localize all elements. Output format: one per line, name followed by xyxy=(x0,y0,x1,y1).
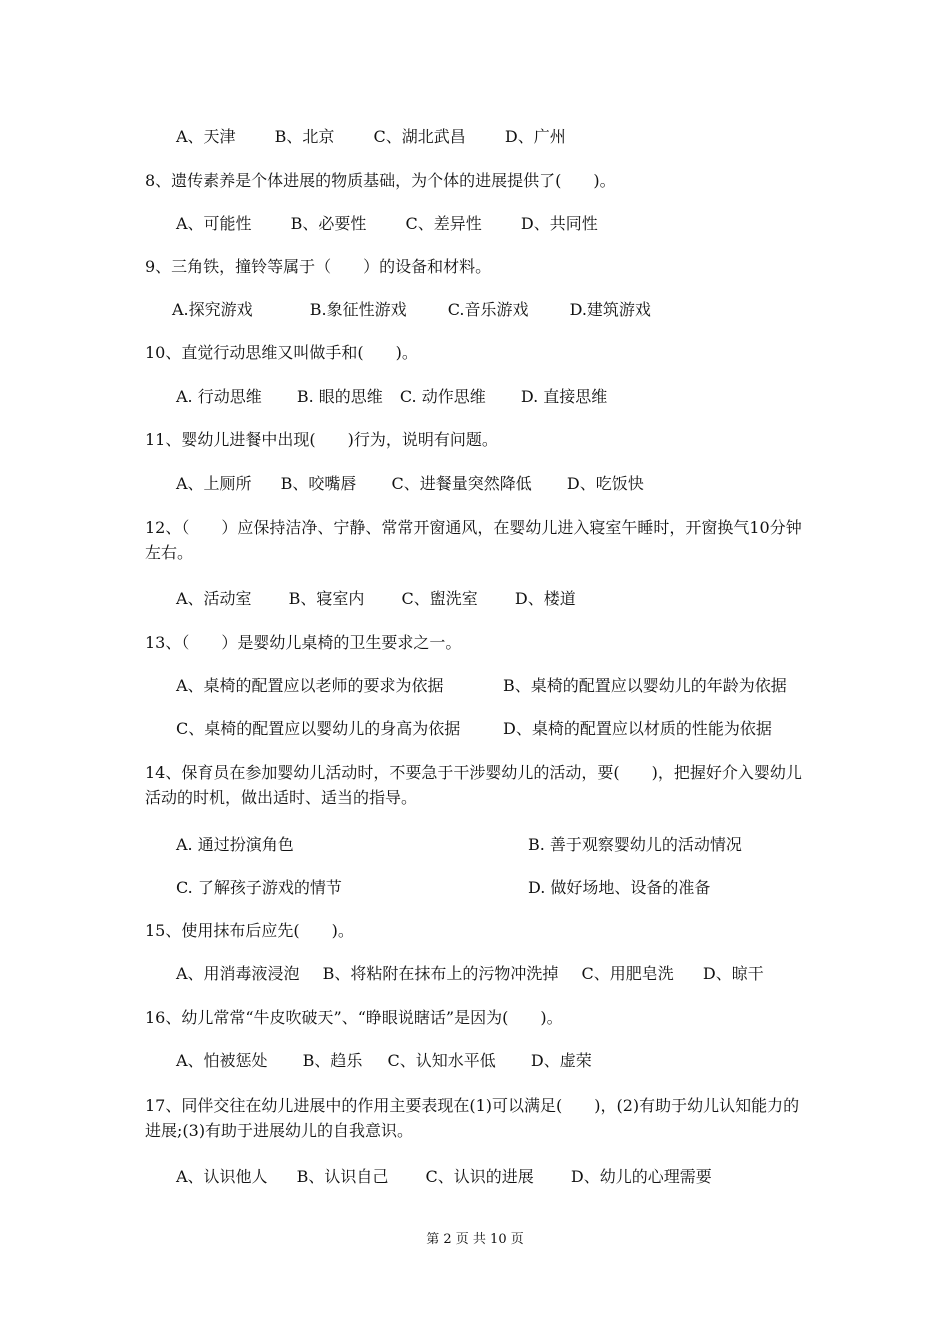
question-16: 16、幼儿常常“牛皮吹破天”、“睁眼说瞎话”是因为( )。 xyxy=(145,1008,563,1027)
q13-option-b: B、桌椅的配置应以婴幼儿的年龄为依据 xyxy=(503,676,787,695)
q14-option-b: B. 善于观察婴幼儿的活动情况 xyxy=(528,835,742,854)
option-a: A、用消毒液浸泡 xyxy=(176,964,300,983)
option-a: A. 行动思维 xyxy=(176,387,262,406)
q15-options xyxy=(176,964,764,984)
option-c: C、湖北武昌 xyxy=(373,127,466,146)
option-c: C.音乐游戏 xyxy=(447,300,529,319)
option-d: D. 直接思维 xyxy=(520,387,608,406)
option-d: D、幼儿的心理需要 xyxy=(570,1167,712,1186)
q12-options xyxy=(176,589,576,609)
option-c: C、用肥皂洗 xyxy=(581,964,674,983)
option-c: C、认知水平低 xyxy=(387,1051,496,1070)
option-a: A、天津 xyxy=(176,127,236,146)
option-b: B、咬嘴唇 xyxy=(280,474,357,493)
option-c: C. 动作思维 xyxy=(399,387,486,406)
q10-options xyxy=(176,387,607,407)
page-footer: 第 2 页 共 10 页 xyxy=(426,1232,524,1247)
option-a: A.探究游戏 xyxy=(172,300,253,319)
question-12: 12、（ ）应保持洁净、宁静、常常开窗通风，在婴幼儿进入寝室午睡时，开窗换气10分钟左右。 xyxy=(145,518,802,562)
option-b: B、趋乐 xyxy=(302,1051,363,1070)
option-d: D、广州 xyxy=(504,127,566,146)
question-9: 9、三角铁，撞铃等属于（ ）的设备和材料。 xyxy=(145,257,492,276)
option-d: D、晾干 xyxy=(702,964,764,983)
option-a: A、活动室 xyxy=(176,589,252,608)
q8-options xyxy=(176,214,598,234)
option-c: C、盥洗室 xyxy=(401,589,478,608)
question-17: 17、同伴交往在幼儿进展中的作用主要表现在(1)可以满足( )，(2)有助于幼儿认知能力的进展;(3)有助于进展幼儿的自我意识。 xyxy=(145,1096,800,1140)
option-c: C、差异性 xyxy=(405,214,482,233)
option-b: B、北京 xyxy=(274,127,335,146)
question-13: 13、（ ）是婴幼儿桌椅的卫生要求之一。 xyxy=(145,633,462,652)
option-b: B. 眼的思维 xyxy=(296,387,383,406)
q13-option-a: A、桌椅的配置应以老师的要求为依据 xyxy=(176,676,444,695)
question-10: 10、直觉行动思维又叫做手和( )。 xyxy=(145,343,418,362)
q16-options xyxy=(176,1051,592,1071)
question-15: 15、使用抹布后应先( )。 xyxy=(145,921,354,940)
option-b: B、必要性 xyxy=(290,214,367,233)
q13-option-c: C、桌椅的配置应以婴幼儿的身高为依据 xyxy=(176,719,461,738)
option-c: C、进餐量突然降低 xyxy=(391,474,532,493)
q9-options xyxy=(172,300,651,320)
option-b: B.象征性游戏 xyxy=(309,300,407,319)
q11-options xyxy=(176,474,644,494)
option-b: B、将粘附在抹布上的污物冲洗掉 xyxy=(322,964,559,983)
q13-option-d: D、桌椅的配置应以材质的性能为依据 xyxy=(503,719,772,738)
option-d: D、楼道 xyxy=(514,589,576,608)
option-d: D、共同性 xyxy=(520,214,598,233)
option-a: A、上厕所 xyxy=(176,474,252,493)
question-14: 14、保育员在参加婴幼儿活动时，不要急于干涉婴幼儿的活动，要( )，把握好介入婴幼儿活动的时机，做出适时、适当的指导。 xyxy=(145,763,802,807)
q17-options xyxy=(176,1167,712,1187)
q14-option-d: D. 做好场地、设备的准备 xyxy=(528,878,711,897)
option-a: A、可能性 xyxy=(176,214,252,233)
option-b: B、寝室内 xyxy=(288,589,365,608)
option-b: B、认识自己 xyxy=(296,1167,389,1186)
option-a: A、怕被惩处 xyxy=(176,1051,268,1070)
q7-options xyxy=(176,127,566,147)
option-d: D、吃饭快 xyxy=(566,474,644,493)
option-c: C、认识的进展 xyxy=(425,1167,534,1186)
q14-option-a: A. 通过扮演角色 xyxy=(176,835,294,854)
question-8: 8、遗传素养是个体进展的物质基础，为个体的进展提供了( )。 xyxy=(145,171,616,190)
option-d: D、虚荣 xyxy=(530,1051,592,1070)
option-d: D.建筑游戏 xyxy=(569,300,651,319)
q14-option-c: C. 了解孩子游戏的情节 xyxy=(176,878,342,897)
question-11: 11、婴幼儿进餐中出现( )行为，说明有问题。 xyxy=(145,430,498,449)
option-a: A、认识他人 xyxy=(176,1167,268,1186)
